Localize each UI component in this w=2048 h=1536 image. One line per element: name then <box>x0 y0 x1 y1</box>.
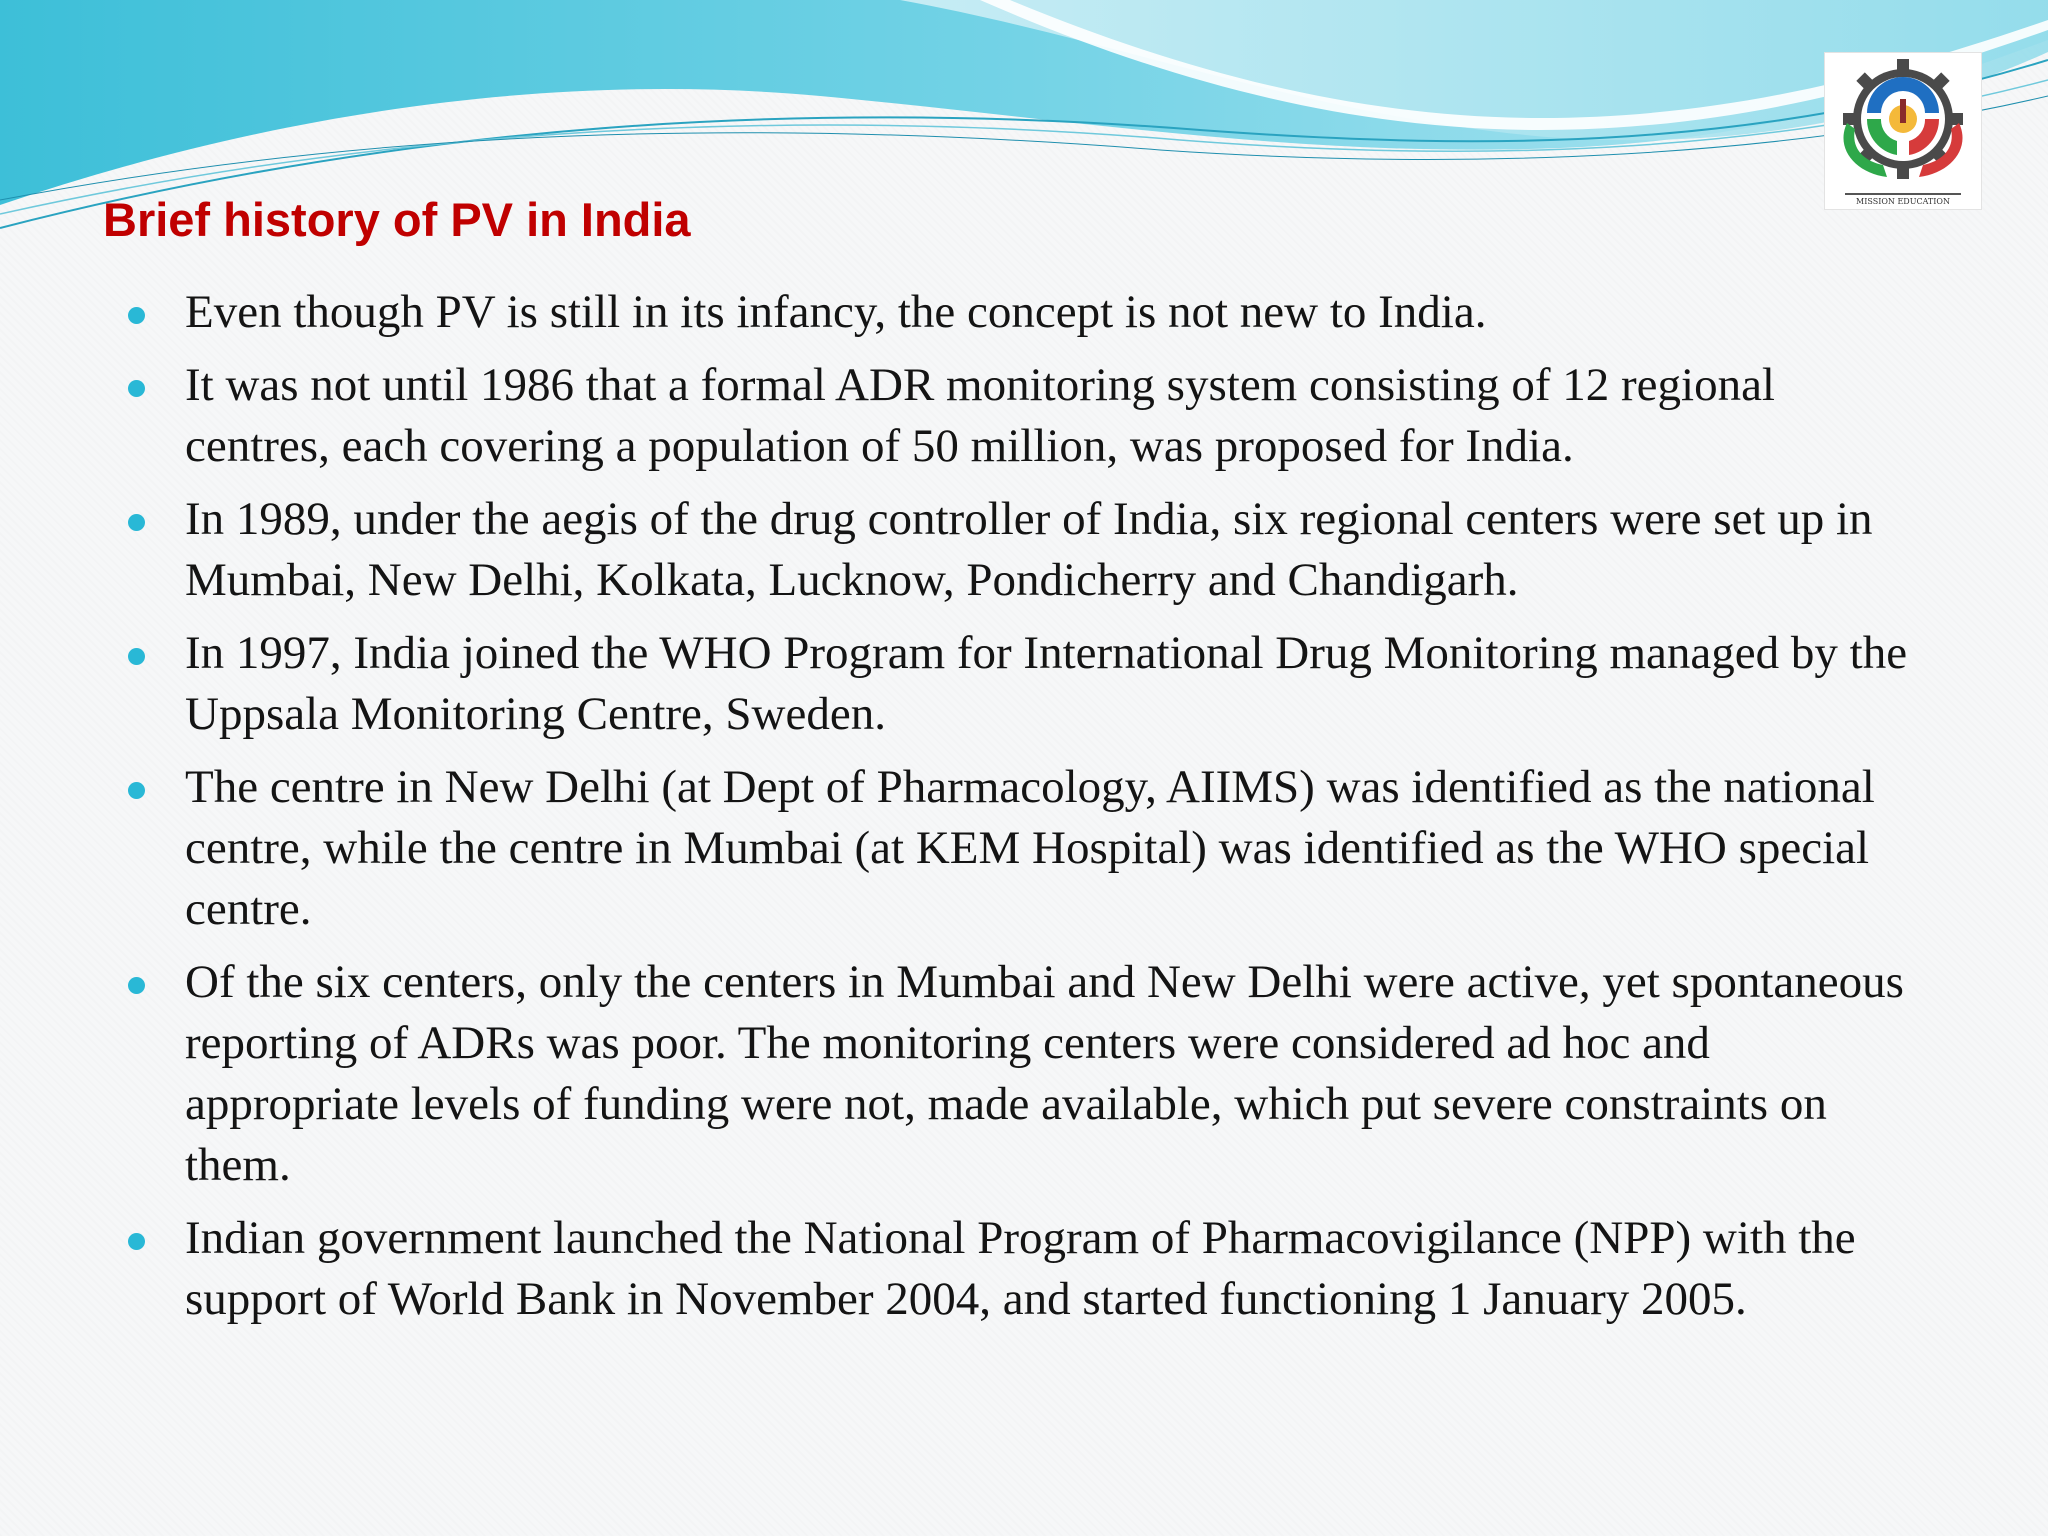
bullet-text: Of the six centers, only the centers in Mumbai and New Delhi were active, yet spontaneous reporting of ADRs was poor. The monitoring centers were considered ad hoc and appropriate levels of funding were not, made available, which put severe constraints on them. <box>185 956 1904 1191</box>
bullet-text: Even though PV is still in its infancy, the concept is not new to India. <box>185 286 1487 338</box>
bullet-text: In 1989, under the aegis of the drug controller of India, six regional centers were set up in Mumbai, New Delhi, Kolkata, Lucknow, Pondicherry and Chandigarh. <box>185 493 1873 606</box>
bullet-dot-icon <box>128 782 145 799</box>
bullet-text: In 1997, India joined the WHO Program for International Drug Monitoring managed by the Uppsala Monitoring Centre, Sweden. <box>185 627 1908 740</box>
bullet-dot-icon <box>128 514 145 531</box>
bullet-text: It was not until 1986 that a formal ADR monitoring system consisting of 12 regional centres, each covering a population of 50 million, was proposed for India. <box>185 359 1775 472</box>
logo <box>1824 52 1982 210</box>
bullet-text: The centre in New Delhi (at Dept of Pharmacology, AIIMS) was identified as the national centre, while the centre in Mumbai (at KEM Hospital) was identified as the WHO special centre. <box>185 761 1875 935</box>
bullet-item <box>128 757 1918 940</box>
page-title: Brief history of PV in India <box>103 193 691 246</box>
bullet-dot-icon <box>128 648 145 665</box>
bullet-text: Indian government launched the National Program of Pharmacovigilance (NPP) with the support of World Bank in November 2004, and started functioning 1 January 2005. <box>185 1212 1856 1325</box>
bullet-item <box>128 1208 1918 1330</box>
bullet-item <box>128 952 1918 1196</box>
mission-education-logo-icon <box>1825 53 1981 209</box>
logo-caption: MISSION EDUCATION <box>1856 197 1950 206</box>
bullet-item <box>128 489 1918 611</box>
bullet-dot-icon <box>128 1233 145 1250</box>
bullet-item <box>128 282 1918 343</box>
bullet-item <box>128 355 1918 477</box>
bullet-item <box>128 623 1918 745</box>
bullet-dot-icon <box>128 977 145 994</box>
bullet-dot-icon <box>128 307 145 324</box>
bullet-dot-icon <box>128 380 145 397</box>
bullet-list <box>128 282 1918 1342</box>
